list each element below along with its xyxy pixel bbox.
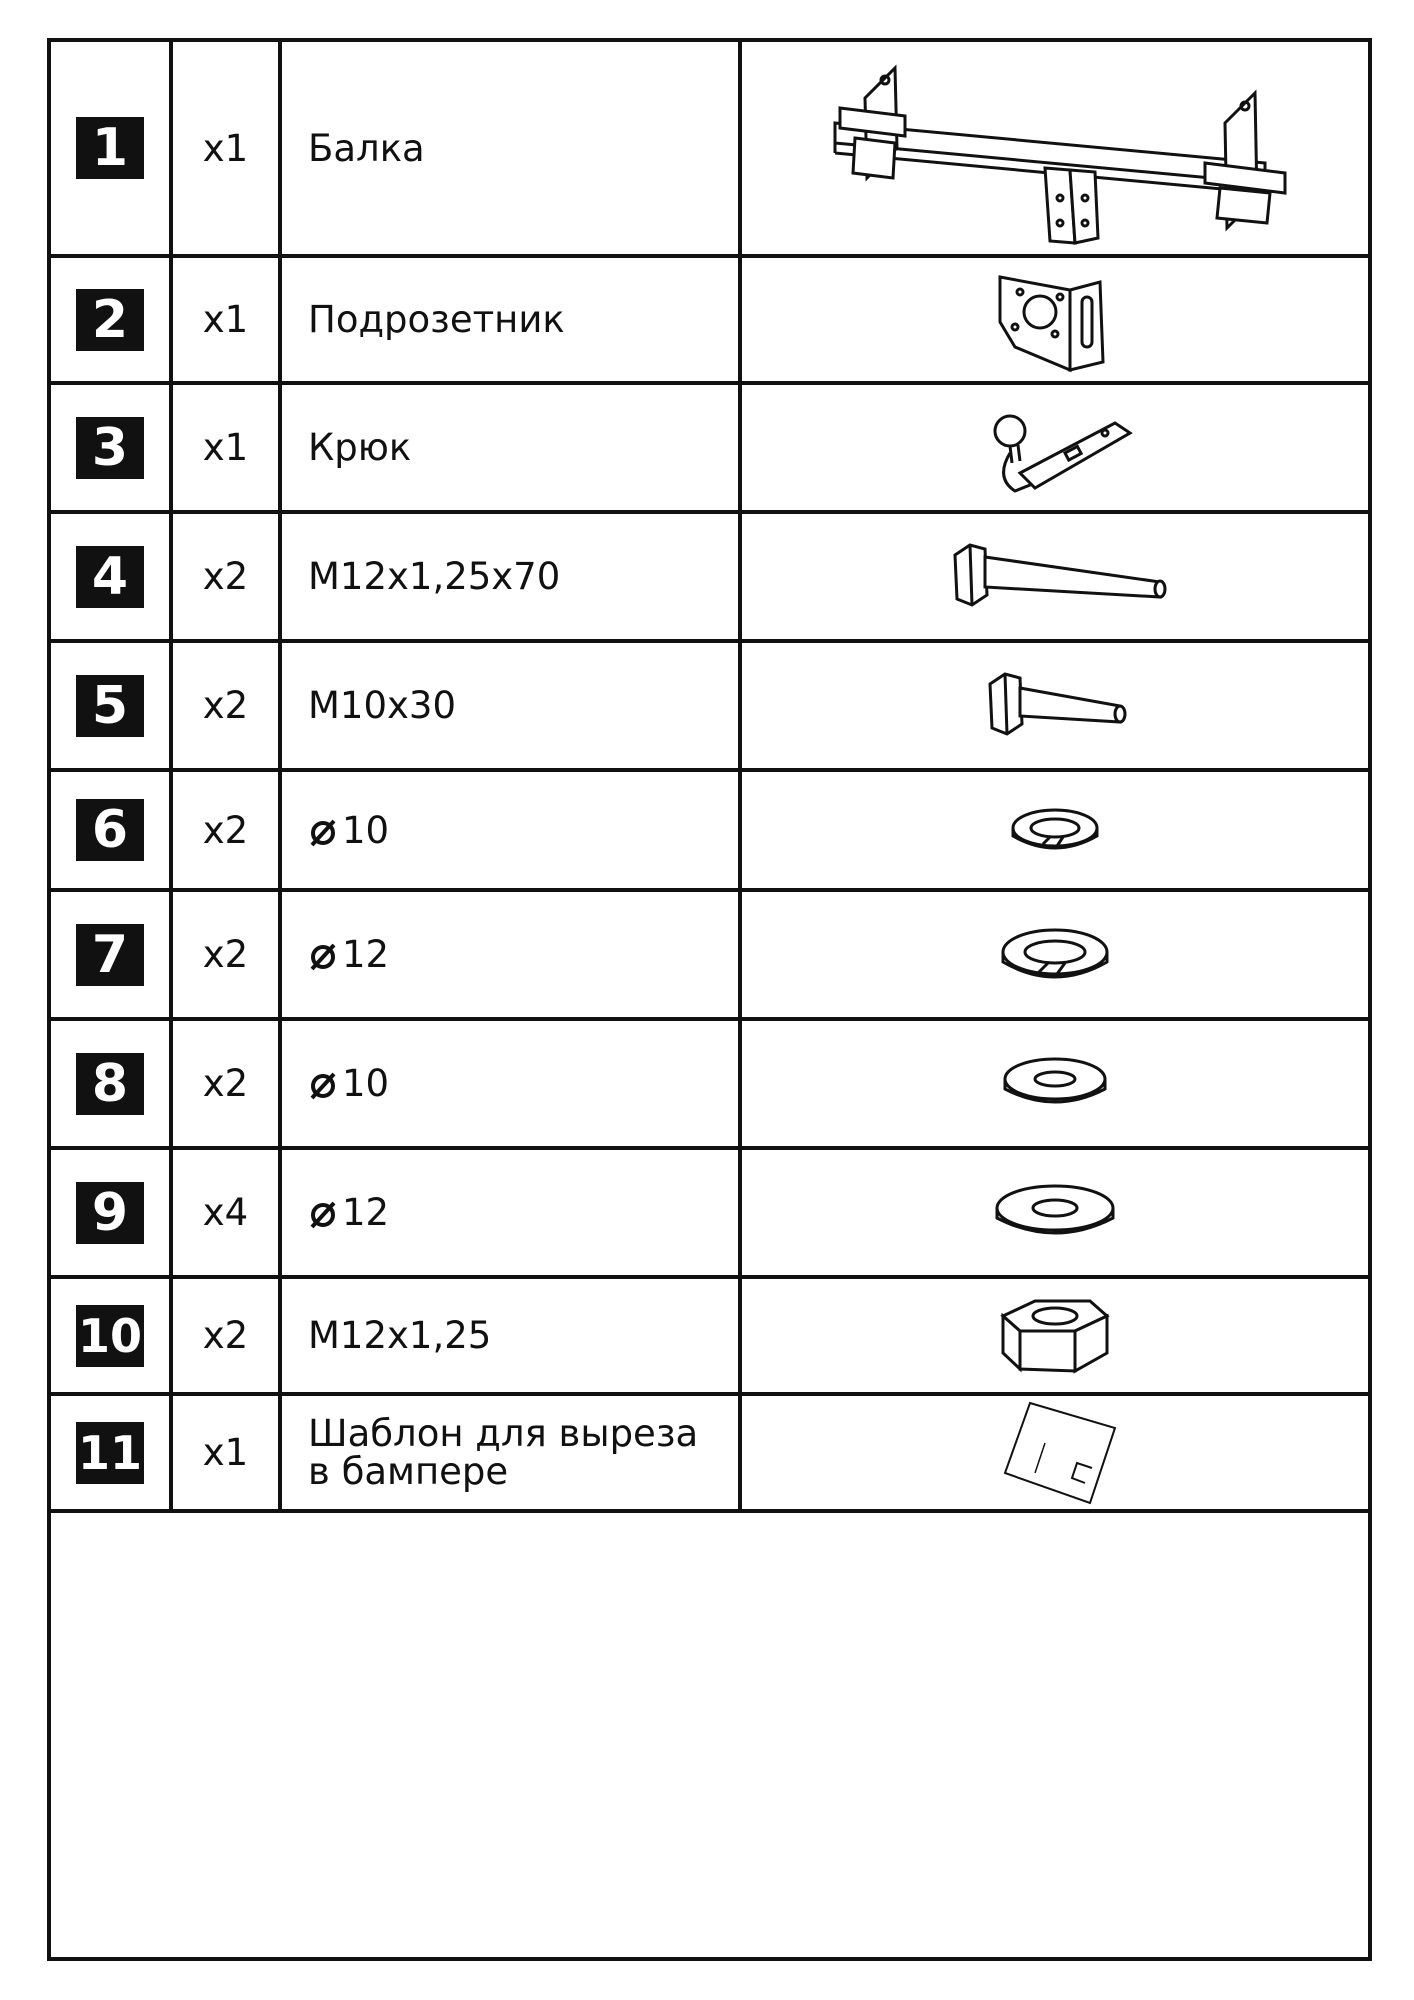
socket-bracket-icon <box>985 262 1125 377</box>
item-number: 1 <box>76 117 144 179</box>
table-row <box>49 256 1370 383</box>
item-quantity: x2 <box>171 1277 280 1394</box>
table-row <box>49 641 1370 770</box>
item-quantity: x2 <box>171 512 280 641</box>
item-quantity: x2 <box>171 1019 280 1148</box>
item-name: 12 <box>342 1191 390 1234</box>
diameter-icon <box>308 1070 338 1100</box>
diameter-icon <box>308 1199 338 1229</box>
hex-nut-icon <box>995 1291 1115 1381</box>
item-number: 7 <box>76 924 144 986</box>
item-quantity: x1 <box>171 1394 280 1511</box>
diameter-icon <box>308 941 338 971</box>
item-name: Балка <box>280 40 740 256</box>
item-quantity: x2 <box>171 770 280 890</box>
tow-beam-icon <box>795 48 1315 248</box>
spring-washer-small-icon <box>1005 800 1105 860</box>
item-number: 6 <box>76 799 144 861</box>
item-quantity: x1 <box>171 40 280 256</box>
item-quantity: x2 <box>171 641 280 770</box>
table-row <box>49 1277 1370 1394</box>
item-name-line1: Шаблон для выреза <box>308 1411 699 1455</box>
item-name: 10 <box>342 808 390 852</box>
bumper-template-icon <box>990 1398 1120 1508</box>
tow-ball-hook-icon <box>970 393 1140 503</box>
item-number: 4 <box>76 546 144 608</box>
item-quantity: x1 <box>171 256 280 383</box>
item-number: 8 <box>76 1053 144 1115</box>
item-quantity: x4 <box>171 1148 280 1277</box>
item-name: M12x1,25 <box>280 1277 740 1394</box>
table-row <box>49 40 1370 256</box>
short-bolt-icon <box>970 666 1140 746</box>
item-number: 9 <box>76 1182 144 1244</box>
diameter-icon <box>308 817 338 847</box>
item-name: 12 <box>342 933 390 976</box>
item-number: 2 <box>76 289 144 351</box>
item-quantity: x1 <box>171 383 280 512</box>
item-number: 11 <box>76 1422 144 1484</box>
item-number: 10 <box>76 1305 144 1367</box>
table-row <box>49 1394 1370 1511</box>
table-row <box>49 512 1370 641</box>
item-name-line2: в бампере <box>308 1449 509 1493</box>
item-name: M12x1,25x70 <box>280 512 740 641</box>
table-row <box>49 383 1370 512</box>
item-number: 5 <box>76 675 144 737</box>
table-row <box>49 770 1370 890</box>
spring-washer-large-icon <box>995 920 1115 990</box>
long-bolt-icon <box>935 537 1175 617</box>
table-row <box>49 890 1370 1019</box>
parts-table <box>47 38 1372 1513</box>
item-name: Крюк <box>280 383 740 512</box>
item-number: 3 <box>76 417 144 479</box>
item-name: M10x30 <box>280 641 740 770</box>
table-row <box>49 1148 1370 1277</box>
flat-washer-large-icon <box>990 1178 1120 1248</box>
item-quantity: x2 <box>171 890 280 1019</box>
item-name: 10 <box>342 1062 390 1105</box>
flat-washer-small-icon <box>998 1051 1113 1116</box>
item-name: Подрозетник <box>280 256 740 383</box>
table-row <box>49 1019 1370 1148</box>
